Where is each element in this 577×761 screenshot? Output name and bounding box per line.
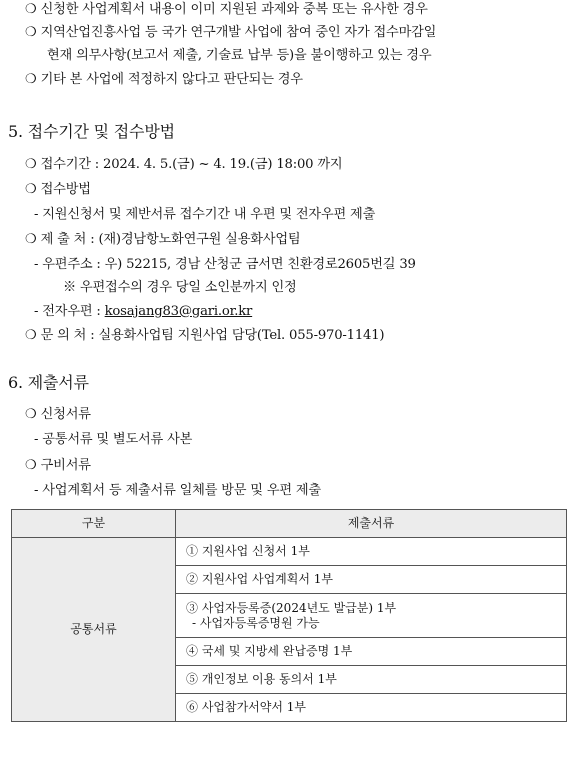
condition-unfulfilled-obligation-cont: 현재 의무사항(보고서 제출, 기술료 납부 등)을 불이행하고 있는 경우 xyxy=(47,48,432,63)
required-docs-desc: - 사업계획서 등 제출서류 일체를 방문 및 우편 제출 xyxy=(34,483,321,498)
reception-method-desc: - 지원신청서 및 제반서류 접수기간 내 우편 및 전자우편 제출 xyxy=(34,207,376,222)
table-header-documents: 제출서류 xyxy=(176,510,567,538)
table-item: ① 지원사업 신청서 1부 xyxy=(176,538,567,566)
reception-period: ❍ 접수기간 : 2024. 4. 5.(금) ~ 4. 19.(금) 18:00 까지 xyxy=(25,157,343,172)
condition-unfulfilled-obligation: ❍ 지역산업진흥사업 등 국가 연구개발 사업에 참여 중인 자가 접수마감일 xyxy=(25,25,437,40)
section5-heading: 5. 접수기간 및 접수방법 xyxy=(8,122,175,141)
email-line xyxy=(34,304,252,320)
email-link[interactable]: kosajang83@gari.or.kr xyxy=(104,304,253,319)
table-item xyxy=(176,594,567,638)
submission-documents-table xyxy=(11,509,567,722)
table-header-row xyxy=(12,510,567,538)
inquiry: ❍ 문 의 처 : 실용화사업팀 지원사업 담당(Tel. 055-970-1141) xyxy=(25,328,385,343)
table-item-text: ③ 사업자등록증(2024년도 발급분) 1부 xyxy=(186,600,397,615)
application-docs-title: ❍ 신청서류 xyxy=(25,407,91,422)
table-item-subtext: - 사업자등록증명원 가능 xyxy=(192,615,320,630)
table-header-category: 구분 xyxy=(12,510,176,538)
table-row xyxy=(12,538,567,566)
table-item: ⑤ 개인정보 이용 동의서 1부 xyxy=(176,666,567,694)
table-item: ⑥ 사업참가서약서 1부 xyxy=(176,694,567,722)
postal-address: - 우편주소 : 우) 52215, 경남 산청군 금서면 친환경로2605번길 39 xyxy=(34,257,416,272)
section6-heading: 6. 제출서류 xyxy=(8,373,89,392)
email-label: - 전자우편 : xyxy=(34,304,105,319)
submit-to: ❍ 제 출 처 : (재)경남항노화연구원 실용화사업팀 xyxy=(25,232,301,247)
table-category-cell: 공통서류 xyxy=(12,538,176,722)
table-item: ② 지원사업 사업계획서 1부 xyxy=(176,566,567,594)
reception-method-title: ❍ 접수방법 xyxy=(25,182,91,197)
condition-unsuitable: ❍ 기타 본 사업에 적정하지 않다고 판단되는 경우 xyxy=(25,72,303,87)
condition-duplicate: ❍ 신청한 사업계획서 내용이 이미 지원된 과제와 중복 또는 유사한 경우 xyxy=(25,2,428,17)
application-docs-desc: - 공통서류 및 별도서류 사본 xyxy=(34,432,193,447)
required-docs-title: ❍ 구비서류 xyxy=(25,458,91,473)
postal-note: ※ 우편접수의 경우 당일 소인분까지 인정 xyxy=(63,280,297,295)
table-item: ④ 국세 및 지방세 완납증명 1부 xyxy=(176,638,567,666)
